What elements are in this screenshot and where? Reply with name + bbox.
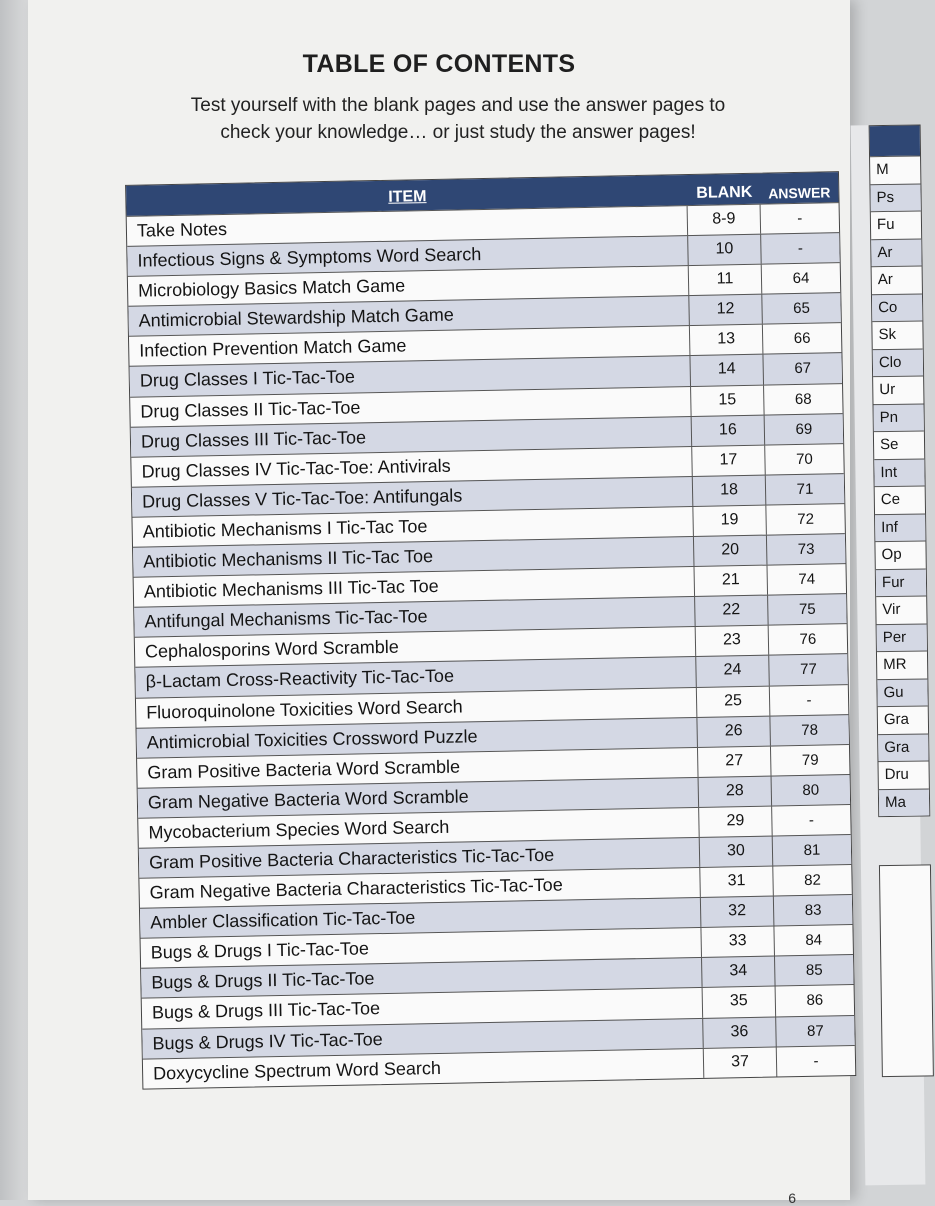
- row-item: Cephalosporins Word Scramble: [135, 627, 696, 667]
- row-answer-page: 82: [804, 871, 822, 890]
- adjacent-table-header: [870, 126, 920, 157]
- adjacent-row-fragment: Dru: [878, 760, 928, 788]
- adjacent-row-fragment: Ma: [879, 788, 929, 816]
- row-blank-page: 10: [688, 235, 762, 265]
- adjacent-row-fragment: Ur: [873, 375, 923, 403]
- row-answer-page: 81: [803, 841, 821, 859]
- page-number: 6: [788, 1190, 796, 1206]
- column-header-item: ITEM: [388, 188, 427, 206]
- row-answer-page: 85: [805, 961, 823, 980]
- row-item: Drug Classes V Tic-Tac-Toe: Antifungals: [132, 477, 693, 517]
- row-blank-page: 24: [696, 656, 770, 686]
- row-item: β-Lactam Cross-Reactivity Tic-Tac-Toe: [135, 657, 696, 697]
- row-blank-page: 18: [693, 475, 767, 505]
- adjacent-row-fragment: MR: [877, 650, 927, 678]
- row-item: Bugs & Drugs III Tic-Tac-Toe: [142, 988, 703, 1028]
- row-answer-page: 78: [801, 721, 819, 739]
- page-title: TABLE OF CONTENTS: [302, 50, 576, 78]
- adjacent-row-fragment: Fur: [876, 568, 926, 596]
- adjacent-row-fragment: Gra: [878, 733, 928, 761]
- adjacent-lower-box: [879, 864, 934, 1077]
- contents-table: [125, 171, 856, 1089]
- row-answer-page: 64: [792, 269, 810, 288]
- row-answer-page: 66: [793, 330, 811, 348]
- row-blank-page: 14: [690, 355, 764, 385]
- row-item: Drug Classes IV Tic-Tac-Toe: Antivirals: [131, 447, 692, 487]
- row-blank-page: 13: [690, 325, 764, 355]
- row-item: Bugs & Drugs IV Tic-Tac-Toe: [142, 1018, 703, 1058]
- row-answer-page: -: [797, 239, 804, 258]
- row-answer-page: -: [797, 209, 803, 227]
- row-item: Microbiology Basics Match Game: [128, 266, 689, 306]
- row-blank-page: 34: [702, 957, 776, 987]
- adjacent-page: [851, 125, 926, 1186]
- row-answer-page: 87: [806, 1022, 824, 1040]
- row-item: Bugs & Drugs I Tic-Tac-Toe: [141, 928, 702, 968]
- row-blank-page: 11: [689, 265, 763, 295]
- column-header-blank: BLANK: [696, 183, 753, 202]
- adjacent-row-fragment: Fu: [871, 210, 921, 238]
- adjacent-table-body: [870, 156, 929, 817]
- row-blank-page: 25: [697, 686, 771, 716]
- row-blank-page: 16: [692, 415, 766, 445]
- row-blank-page: 23: [696, 626, 770, 656]
- row-answer-page: 72: [797, 510, 815, 528]
- row-answer-page: -: [808, 811, 815, 829]
- row-item: Drug Classes III Tic-Tac-Toe: [131, 417, 692, 457]
- row-blank-page: 29: [699, 806, 773, 836]
- adjacent-row-fragment: Ce: [875, 485, 925, 513]
- row-item: Antimicrobial Toxicities Crossword Puzzle: [137, 718, 698, 758]
- row-item: Bugs & Drugs II Tic-Tac-Toe: [141, 958, 702, 998]
- row-blank-page: 36: [703, 1017, 777, 1047]
- row-answer-page: 68: [794, 390, 812, 408]
- row-item: Ambler Classification Tic-Tac-Toe: [140, 898, 701, 938]
- row-answer-page: 67: [794, 360, 812, 378]
- row-answer-page: 77: [799, 661, 818, 679]
- row-item: Gram Positive Bacteria Characteristics Tic-Tac-Toe: [139, 838, 700, 878]
- row-item: Drug Classes I Tic-Tac-Toe: [130, 356, 691, 396]
- row-answer-page: 86: [806, 992, 824, 1010]
- adjacent-row-fragment: M: [870, 156, 920, 184]
- row-blank-page: 30: [700, 837, 774, 867]
- adjacent-row-fragment: Gra: [878, 705, 928, 733]
- row-item: Drug Classes II Tic-Tac-Toe: [130, 387, 691, 427]
- row-blank-page: 27: [698, 746, 772, 776]
- row-answer-page: 76: [799, 630, 817, 649]
- row-blank-page: 33: [701, 927, 775, 957]
- row-item: Antibiotic Mechanisms II Tic-Tac Toe: [133, 537, 694, 577]
- intro-text: [148, 92, 768, 146]
- document-page: [28, 0, 850, 1206]
- row-blank-page: 31: [700, 867, 774, 897]
- row-answer-page: 79: [801, 751, 819, 769]
- adjacent-row-fragment: Ar: [872, 265, 922, 293]
- column-header-answer: ANSWER: [768, 184, 831, 202]
- row-answer-page: 70: [795, 450, 813, 468]
- row-blank-page: 22: [695, 596, 769, 626]
- adjacent-row-fragment: Vir: [876, 595, 926, 623]
- row-blank-page: 26: [697, 716, 771, 746]
- row-item: Fluoroquinolone Toxicities Word Search: [136, 687, 697, 727]
- row-item: Infectious Signs & Symptoms Word Search: [127, 236, 688, 276]
- row-answer-page: -: [813, 1052, 819, 1070]
- row-item: Gram Negative Bacteria Word Scramble: [138, 778, 699, 818]
- adjacent-row-fragment: Op: [875, 540, 925, 568]
- row-answer-page: 84: [805, 931, 823, 950]
- row-answer-page: 83: [804, 901, 822, 920]
- adjacent-row-fragment: Ps: [870, 183, 920, 211]
- table-body: [127, 202, 856, 1088]
- intro-line-2: check your knowledge… or just study the answer pages!: [220, 122, 696, 143]
- row-answer-page: 65: [793, 300, 811, 318]
- row-answer-page: 71: [796, 480, 814, 498]
- row-answer-page: -: [806, 691, 812, 709]
- row-blank-page: 21: [695, 566, 769, 596]
- row-item: Antimicrobial Stewardship Match Game: [128, 296, 689, 336]
- row-item: Doxycycline Spectrum Word Search: [143, 1049, 704, 1089]
- row-item: Antibiotic Mechanisms I Tic-Tac Toe: [132, 507, 693, 547]
- row-blank-page: 20: [694, 536, 768, 566]
- row-blank-page: 17: [692, 445, 766, 475]
- row-item: Mycobacterium Species Word Search: [138, 808, 699, 848]
- row-blank-page: 15: [691, 385, 765, 415]
- adjacent-row-fragment: Ar: [871, 238, 921, 266]
- adjacent-row-fragment: Clo: [873, 348, 923, 376]
- row-item: Infection Prevention Match Game: [129, 326, 690, 366]
- intro-line-1: Test yourself with the blank pages and use the answer pages to: [190, 95, 726, 116]
- row-blank-page: 28: [699, 776, 773, 806]
- row-answer-page: 74: [798, 570, 816, 589]
- row-item: Take Notes: [127, 206, 688, 246]
- row-item: Antifungal Mechanisms Tic-Tac-Toe: [134, 597, 695, 637]
- adjacent-row-fragment: Per: [877, 623, 927, 651]
- adjacent-row-fragment: Sk: [872, 320, 922, 348]
- row-item: Antibiotic Mechanisms III Tic-Tac Toe: [134, 567, 695, 607]
- row-answer-page: 75: [798, 600, 816, 619]
- row-blank-page: 12: [689, 295, 763, 325]
- row-blank-page: 8-9: [688, 205, 762, 235]
- adjacent-row-fragment: Gu: [877, 678, 927, 706]
- row-item: Gram Negative Bacteria Characteristics Tic-Tac-Toe: [139, 868, 700, 908]
- adjacent-row-fragment: Se: [874, 430, 924, 458]
- row-answer-page: 73: [797, 540, 815, 559]
- row-answer-page: 69: [795, 420, 813, 438]
- row-blank-page: 32: [701, 897, 775, 927]
- left-page-edge: [0, 0, 28, 1200]
- row-blank-page: 35: [703, 987, 777, 1017]
- row-blank-page: 37: [704, 1047, 778, 1077]
- row-blank-page: 19: [693, 506, 767, 536]
- adjacent-row-fragment: Int: [874, 458, 924, 486]
- adjacent-table: [869, 124, 931, 817]
- adjacent-row-fragment: Inf: [875, 513, 925, 541]
- row-item: Gram Positive Bacteria Word Scramble: [137, 748, 698, 788]
- adjacent-row-fragment: Pn: [873, 403, 923, 431]
- row-answer-page: 80: [802, 781, 820, 799]
- adjacent-row-fragment: Co: [872, 293, 922, 321]
